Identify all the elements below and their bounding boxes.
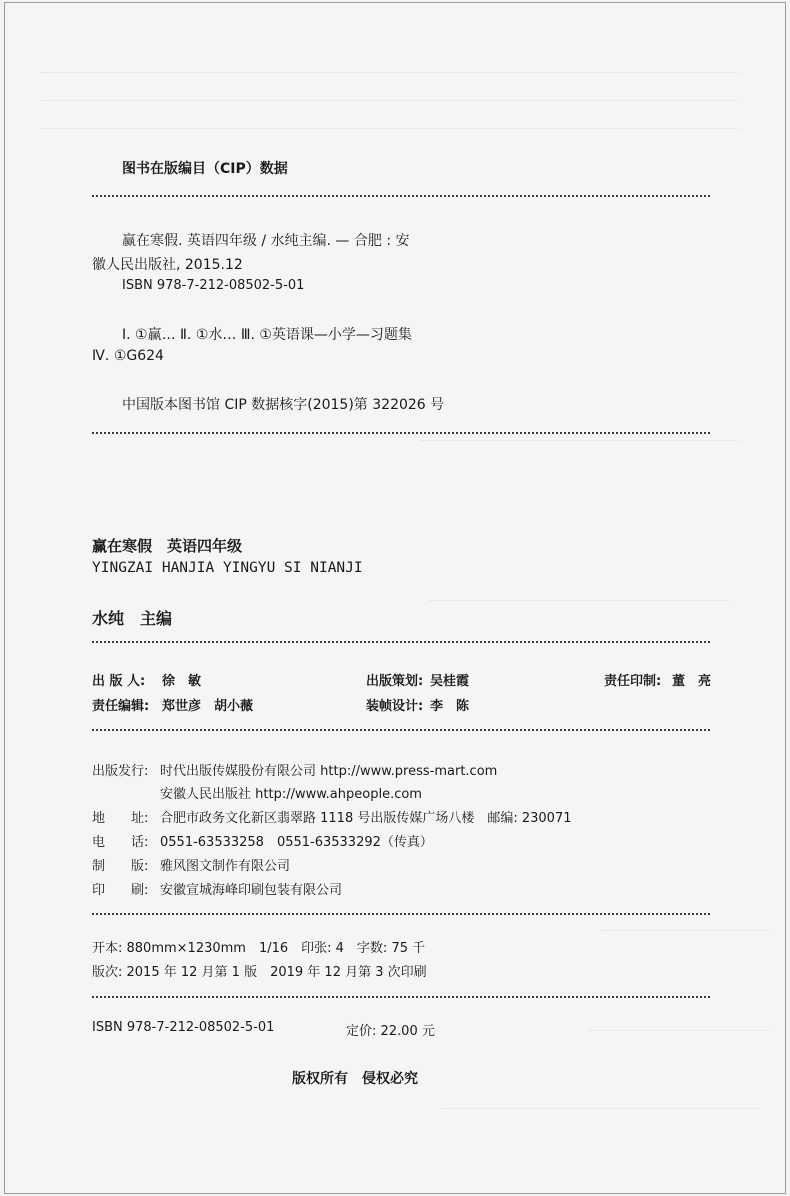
printing-resp-label: 责任印制: <box>604 674 662 689</box>
divider <box>92 432 710 434</box>
address-label: 地 址: <box>92 811 149 826</box>
book-editor: 水纯 主编 <box>92 609 173 628</box>
address-value: 合肥市政务文化新区翡翠路 1118 号出版传媒广场八楼 邮编: 230071 <box>160 811 572 826</box>
copyright-notice: 版权所有 侵权必究 <box>292 1071 418 1087</box>
editors-value: 郑世彦 胡小薇 <box>162 699 254 714</box>
print-label: 印 刷: <box>92 883 149 898</box>
publisher-value: 徐 敏 <box>162 674 202 689</box>
plate-label: 制 版: <box>92 859 149 874</box>
design-label: 装帧设计: <box>366 699 424 714</box>
book-pinyin: YINGZAI HANJIA YINGYU SI NIANJI <box>92 560 363 576</box>
phone-value: 0551-63533258 0551-63533292（传真） <box>160 835 433 850</box>
printing-resp-value: 董 亮 <box>672 674 712 689</box>
cip-line-2: 徽人民出版社, 2015.12 <box>92 257 243 273</box>
footer-isbn: ISBN 978-7-212-08502-5-01 <box>92 1020 275 1035</box>
cip-isbn: ISBN 978-7-212-08502-5-01 <box>122 278 305 293</box>
cip-line-1: 赢在寒假. 英语四年级 / 水纯主编. — 合肥 : 安 <box>122 233 410 249</box>
phone-label: 电 话: <box>92 835 149 850</box>
cip-heading: 图书在版编目（CIP）数据 <box>122 161 288 177</box>
price: 定价: 22.00 元 <box>346 1024 435 1039</box>
design-value: 李 陈 <box>430 699 470 714</box>
divider <box>92 641 710 643</box>
cip-classification-1: Ⅰ. ①赢… Ⅱ. ①水… Ⅲ. ①英语课—小学—习题集 <box>122 327 412 343</box>
plate-value: 雅风图文制作有限公司 <box>160 859 291 874</box>
book-title: 赢在寒假 英语四年级 <box>92 537 243 555</box>
planning-value: 吴桂霞 <box>430 674 470 689</box>
divider <box>92 195 710 197</box>
divider <box>92 913 710 915</box>
distribution-label: 出版发行: <box>92 764 149 779</box>
cip-number: 中国版本图书馆 CIP 数据核字(2015)第 322026 号 <box>122 397 445 413</box>
distribution-value: 时代出版传媒股份有限公司 http://www.press-mart.com <box>160 764 498 779</box>
page-frame <box>4 2 786 1194</box>
format-line: 开本: 880mm×1230mm 1/16 印张: 4 字数: 75 千 <box>92 941 426 956</box>
divider <box>92 729 710 731</box>
print-value: 安徽宣城海峰印刷包装有限公司 <box>160 883 343 898</box>
planning-label: 出版策划: <box>366 674 424 689</box>
publisher-label: 出 版 人: <box>92 674 146 689</box>
divider <box>92 996 710 998</box>
cip-classification-2: Ⅳ. ①G624 <box>92 348 164 364</box>
editors-label: 责任编辑: <box>92 699 150 714</box>
edition-line: 版次: 2015 年 12 月第 1 版 2019 年 12 月第 3 次印刷 <box>92 965 427 980</box>
publisher2-value: 安徽人民出版社 http://www.ahpeople.com <box>160 787 422 802</box>
